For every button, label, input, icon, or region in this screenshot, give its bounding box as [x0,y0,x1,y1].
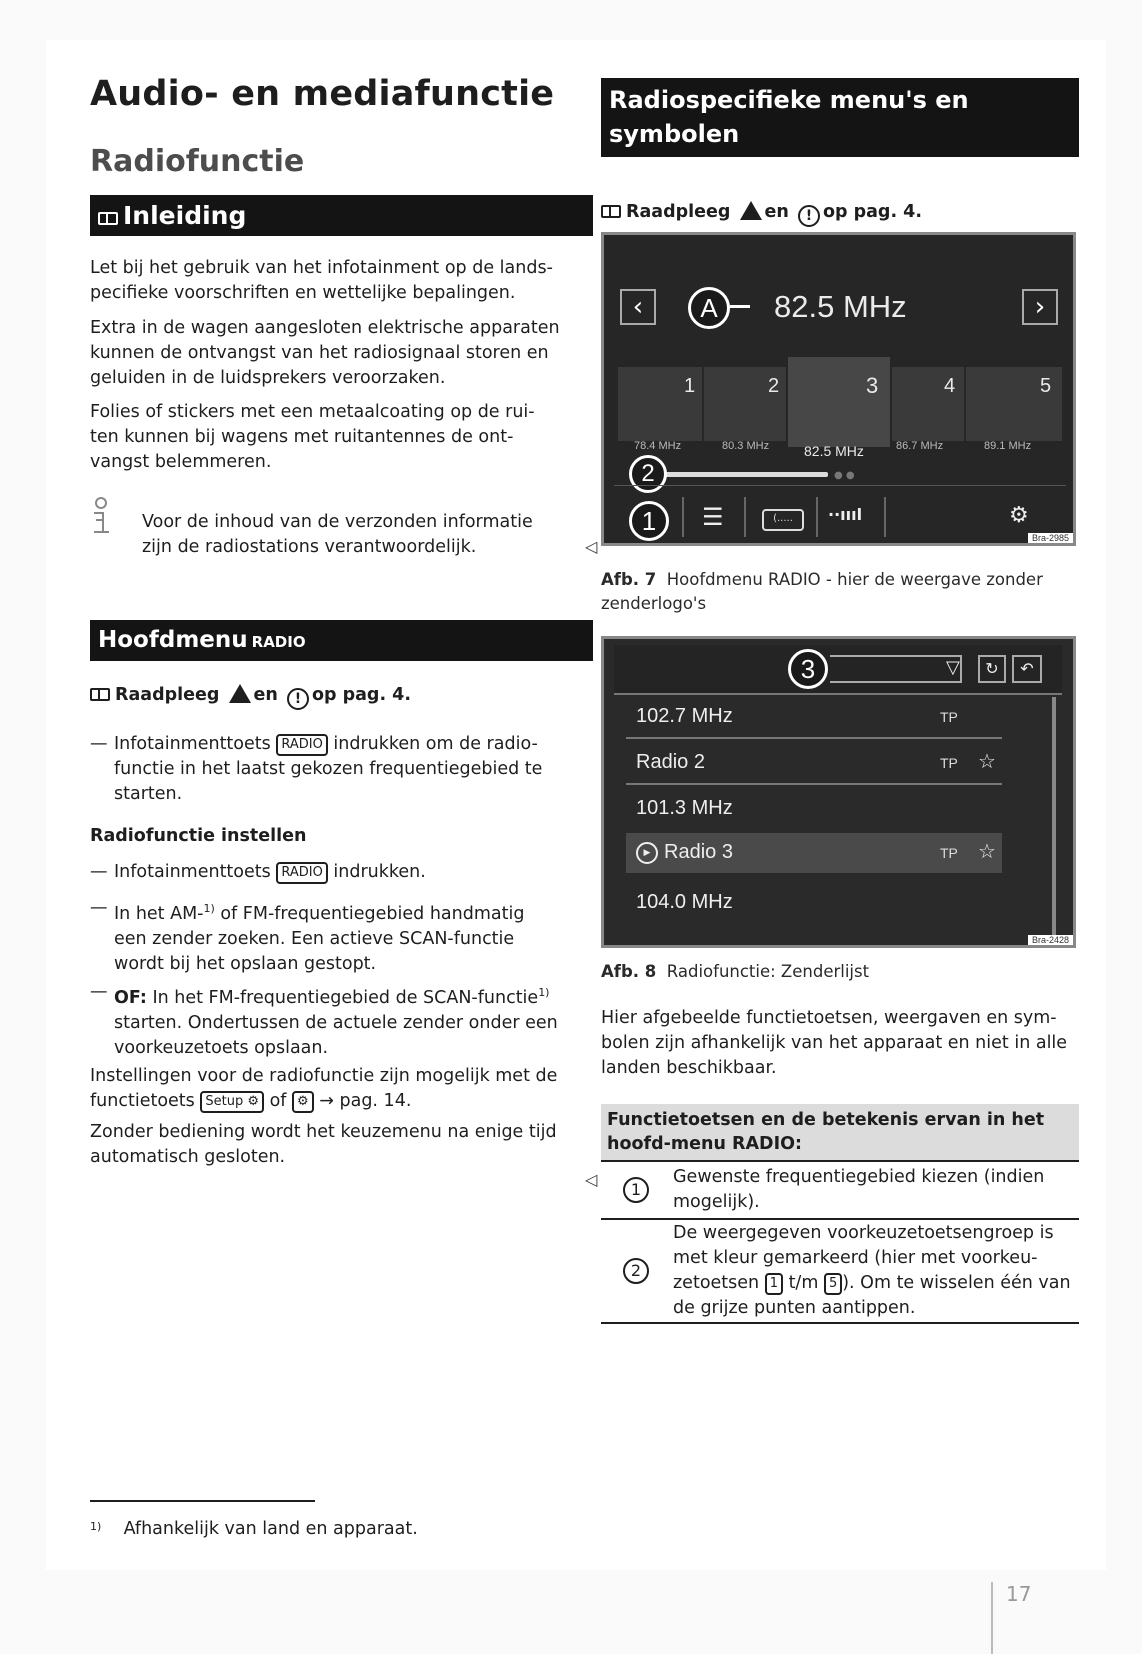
figure-text: Radiofunctie: Zenderlijst [666,962,870,981]
preset-number: 4 [944,375,956,397]
chevron-left-icon[interactable]: ‹ [620,289,656,325]
settings-paragraph [90,1064,590,1114]
item1-text-b: indrukken om de radio-functie in het laatst gekozen frequentiegebied te starten. [114,734,543,804]
station-row[interactable] [626,833,1002,873]
figure-7-caption [601,568,1079,616]
station-name: Radio 2 [636,751,705,773]
row-text [673,1221,1073,1321]
divider [614,485,1066,486]
preset-frequency: 78.4 MHz [634,440,682,452]
station-name: 104.0 MHz [636,891,733,913]
inleiding-paragraph-3: Folies of stickers met een metaalcoating op de rui-ten kunnen bij wagens met ruitantennes de ont-vangst belemmeren. [90,402,535,472]
table-row [601,1162,1079,1220]
item3-text-a: In het AM- [114,903,204,924]
page-title: Audio- en mediafunctie [90,74,555,114]
marker-3: 3 [788,649,828,689]
warning-icon [740,201,762,220]
table-header: Functietoetsen en de betekenis ervan in het hoofd-menu RADIO: [601,1104,1079,1162]
inleiding-title: Inleiding [123,201,247,230]
list-item-1 [114,732,562,807]
station-row[interactable] [626,883,1002,923]
radio-main-screen [601,232,1076,546]
dropdown-triangle-icon[interactable]: ▽ [946,657,960,678]
list-icon[interactable]: ☰ [702,503,724,531]
list-dash: — [90,734,108,754]
settings-or: of [269,1091,287,1111]
preset-frequency: 82.5 MHz [804,443,864,459]
page [46,40,1106,1570]
ref-suffix: op pag. 4. [311,685,412,705]
caution-icon: ! [798,205,820,227]
preset-button-3[interactable] [788,357,890,447]
hoofdmenu-subtitle: RADIO [251,633,306,651]
marker-a: A [688,287,730,329]
ref-mid: en [764,202,789,222]
back-icon[interactable]: ↶ [1012,655,1042,683]
item4-text-b: starten. Ondertussen de actuele zender onder een voorkeuzetoets opslaan. [114,1012,558,1058]
refresh-icon[interactable]: ↻ [978,655,1006,683]
ref-suffix: op pag. 4. [822,202,923,222]
footnote-ref: 1) [203,902,215,915]
preset-frequency: 80.3 MHz [722,440,770,452]
item4-text-a: In het FM-frequentiegebied de SCAN-functie [146,987,539,1008]
list-item-4 [114,980,562,1061]
settings-page-ref: → pag. 14. [319,1091,412,1111]
preset-key: 1 [765,1273,783,1295]
preset-key: 5 [824,1273,842,1295]
figure-label: Afb. 7 [601,570,657,589]
preset-number: 3 [866,373,879,398]
figure-label: Afb. 8 [601,962,657,981]
page-number: 17 [1006,1582,1032,1606]
current-frequency: 82.5 MHz [774,289,907,324]
figure-code: Bra-2985 [1028,533,1073,543]
settings-text: Instellingen voor de radiofunctie zijn mogelijk met de functietoets [90,1066,558,1111]
intro-paragraph: Hier afgebeelde functietoetsen, weergaven en sym-bolen zijn afhankelijk van het apparaat en niet in alle landen beschikbaar. [601,1008,1068,1078]
footnote [90,1519,418,1539]
list-dash: — [90,982,108,1002]
frequency-scale-icon[interactable]: (..... [762,509,804,531]
scrollbar[interactable] [1052,697,1056,937]
settings-gear-icon[interactable]: ⚙ [1009,503,1029,528]
inleiding-header [90,195,593,236]
item1-text-a: Infotainmenttoets [114,734,271,754]
hoofdmenu-title: Hoofdmenu [98,627,248,653]
ref-prefix: Raadpleeg [115,685,220,705]
filter-field[interactable] [830,655,962,683]
item4-bold: OF: [114,987,147,1008]
section-end-icon: ◁ [585,537,598,556]
caution-icon: ! [287,688,309,710]
station-name: 101.3 MHz [636,797,733,819]
list-item-3 [114,896,562,977]
divider [744,497,746,537]
list-dash: — [90,898,108,918]
section-title: Radiofunctie [90,144,305,179]
closing-paragraph: Zonder bediening wordt het keuzemenu na enige tijd automatisch gesloten. [90,1122,557,1167]
divider [884,497,886,537]
ref-prefix: Raadpleeg [626,202,731,222]
footnote-mark: 1) [90,1520,102,1533]
footnote-rule [90,1500,315,1502]
radiospecifiek-header: Radiospecifieke menu's en symbolen [601,78,1079,157]
radio-key: RADIO [276,734,327,756]
marker-2: 2 [629,455,667,493]
hoofdmenu-header [90,620,593,661]
setup-key-label: Setup [205,1094,244,1109]
page-number-rule [991,1582,993,1654]
inleiding-paragraph-2: Extra in de wagen aangesloten elektrische apparaten kunnen de ontvangst van het radiosignaal storen en geluiden in de luidsprekers veroorzaken. [90,318,560,388]
favorite-star-icon[interactable]: ☆ [978,749,996,773]
ref-mid: en [253,685,278,705]
preset-number: 5 [1040,375,1052,397]
item2-text-a: Infotainmenttoets [114,862,271,882]
marker-a-pointer [730,305,750,308]
hoofdmenu-reference [90,684,411,710]
row-number: 1 [623,1177,649,1203]
marker-1: 1 [629,501,669,541]
book-icon [90,688,110,701]
figure-8-caption [601,960,869,984]
divider [816,497,818,537]
footnote-ref: 1) [538,986,550,999]
station-row[interactable] [626,743,1002,785]
setup-key: Setup ⚙ [200,1091,264,1113]
row-text-b: t/m [788,1273,819,1293]
scan-icon[interactable]: ··ıııl [828,505,863,524]
preset-number: 1 [684,375,696,397]
item3-text-b: of FM-frequentiegebied handmatig een zender zoeken. Een actieve SCAN-functie wordt bij het opslaan gestopt. [114,903,525,974]
tp-indicator: TP [940,845,958,861]
info-note: Voor de inhoud van de verzonden informatie zijn de radiostations verantwoordelijk. [142,512,533,557]
station-list-screen [601,636,1076,948]
station-name: 102.7 MHz [636,705,733,727]
info-icon [90,496,112,536]
station-name: Radio 3 [664,841,733,863]
preset-frequency: 86.7 MHz [896,440,944,452]
play-icon: ▶ [636,842,658,864]
row-text: Gewenste frequentiegebied kiezen (indien mogelijk). [673,1167,1045,1212]
row-text-a: De weergegeven voorkeuzetoetsengroep is met kleur gemarkeerd (hier met voorkeu-zetoetsen [673,1223,1054,1293]
chevron-right-icon[interactable]: › [1022,289,1058,325]
list-item-2 [114,860,562,885]
item2-text-b: indrukken. [333,862,426,882]
row-text-c: ). Om te wisselen één van de grijze punten aantippen. [673,1273,1071,1318]
divider [682,497,684,537]
figure-code: Bra-2428 [1028,935,1073,945]
station-row[interactable] [626,697,1002,739]
section-end-icon: ◁ [585,1170,598,1189]
figure-text: Hoofdmenu RADIO - hier de weergave zonder zenderlogo's [601,570,1043,613]
favorite-star-icon[interactable]: ☆ [978,839,996,863]
tp-indicator: TP [940,755,958,771]
book-icon [601,205,621,218]
inleiding-paragraph-1: Let bij het gebruik van het infotainment op de lands-pecifieke voorschriften en wettelijke bepalingen. [90,258,553,303]
book-icon [98,212,118,225]
table-row [601,1218,1079,1324]
tp-indicator: TP [940,709,958,725]
row-number: 2 [623,1258,649,1284]
subheading: Radiofunctie instellen [90,826,307,846]
preset-number: 2 [768,375,780,397]
warning-icon [229,684,251,703]
preset-group-dots[interactable]: ● ● [834,470,855,481]
preset-group-indicator[interactable] [642,472,828,477]
radiospecifiek-reference [601,201,922,227]
setup-icon-key: ⚙ [292,1091,314,1113]
preset-frequency: 89.1 MHz [984,440,1032,452]
list-dash: — [90,862,108,882]
footnote-text: Afhankelijk van land en apparaat. [123,1519,418,1539]
radio-key: RADIO [276,862,327,884]
station-row[interactable] [626,789,1002,829]
